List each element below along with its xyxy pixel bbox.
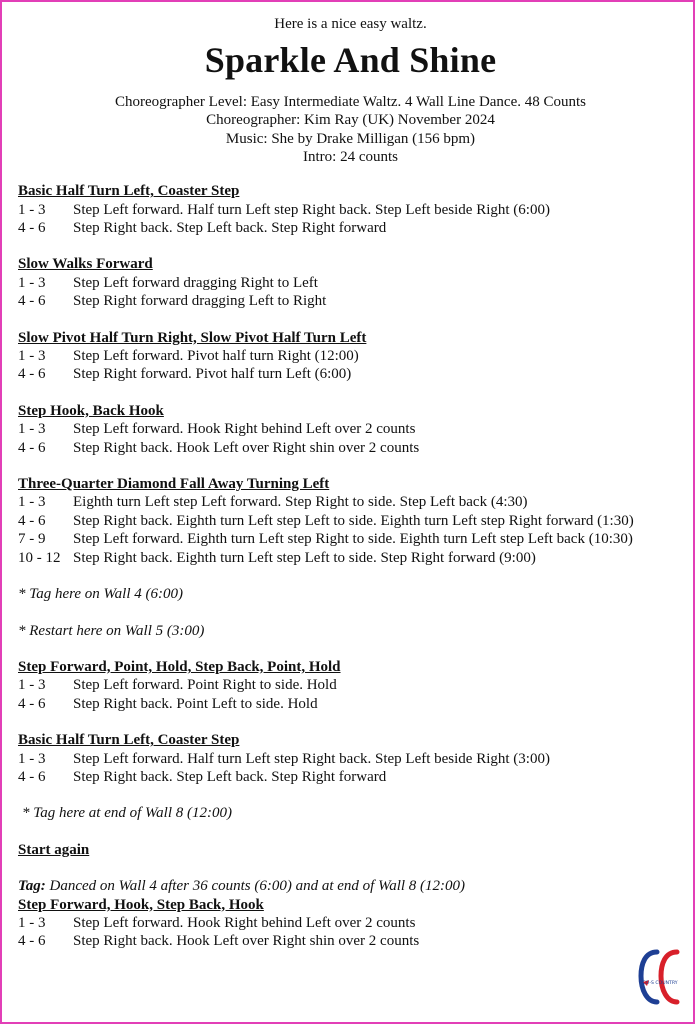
step-desc: Step Left forward. Pivot half turn Right (12:00): [73, 348, 359, 365]
section-point-hold: [18, 658, 683, 713]
tag-description: [18, 877, 683, 895]
step-desc: Step Right back. Step Left back. Step Right forward: [73, 220, 387, 236]
step-count: 4 - 6: [18, 933, 46, 950]
step-row: [18, 549, 683, 567]
step-desc: Step Right back. Step Left back. Step Right forward: [73, 768, 387, 785]
step-count: 4 - 6: [18, 439, 46, 456]
tag-end-note: * Tag here at end of Wall 8 (12:00): [22, 805, 232, 822]
section-title: Basic Half Turn Left, Coaster Step: [18, 183, 240, 200]
tag-label: Tag:: [18, 878, 46, 895]
music-line: Music: She by Drake Milligan (156 bpm): [225, 130, 476, 147]
section-title: Slow Pivot Half Turn Right, Slow Pivot Half Turn Left: [18, 329, 367, 346]
cc-country-logo-icon: [637, 946, 683, 1010]
step-desc: Step Right back. Point Left to side. Hold: [73, 695, 318, 712]
step-count: 1 - 3: [18, 677, 46, 694]
tag-section-title: Step Forward, Hook, Step Back, Hook: [18, 896, 264, 913]
step-count: 1 - 3: [18, 274, 46, 291]
step-desc: Step Left forward. Point Right to side. Hold: [73, 677, 337, 694]
step-row: [18, 347, 683, 365]
intro-count-line: Intro: 24 counts: [303, 148, 398, 165]
step-desc: Step Left forward. Half turn Left step Right back. Step Left beside Right (3:00): [73, 750, 550, 767]
step-row: [18, 420, 683, 438]
step-desc: Eighth turn Left step Left forward. Step Right to side. Step Left back (4:30): [73, 494, 528, 511]
step-count: 1 - 3: [18, 348, 46, 365]
step-row: [18, 292, 683, 310]
step-desc: Step Left forward dragging Right to Left: [73, 274, 318, 291]
step-count: 4 - 6: [18, 512, 46, 529]
step-count: 1 - 3: [18, 201, 46, 218]
step-desc: Step Right back. Hook Left over Right shin over 2 counts: [73, 439, 420, 456]
dance-info: [18, 93, 683, 166]
step-row: [18, 695, 683, 713]
step-count: 1 - 3: [18, 421, 46, 438]
step-row: [18, 439, 683, 457]
section-slow-walks: [18, 255, 683, 310]
step-row: [18, 365, 683, 383]
logo-text: CO-S COUNTRY: [642, 981, 678, 986]
tag-note: * Tag here on Wall 4 (6:00): [18, 586, 183, 603]
step-desc: Step Right forward dragging Left to Right: [73, 293, 327, 310]
step-sections: [18, 182, 683, 951]
step-desc: Step Right forward. Pivot half turn Left (6:00): [73, 366, 352, 383]
step-row: [18, 768, 683, 786]
step-count: 1 - 3: [18, 494, 46, 511]
step-row: [18, 932, 683, 950]
restart-note: * Restart here on Wall 5 (3:00): [18, 622, 205, 639]
step-count: 10 - 12: [18, 549, 61, 566]
section-diamond: [18, 475, 683, 567]
section-title: Basic Half Turn Left, Coaster Step: [18, 732, 240, 749]
step-count: 4 - 6: [18, 366, 46, 383]
level-line: Choreographer Level: Easy Intermediate Waltz. 4 Wall Line Dance. 48 Counts: [114, 94, 587, 110]
step-row: [18, 512, 683, 530]
step-desc: Step Right back. Hook Left over Right shin over 2 counts: [73, 933, 420, 950]
step-count: 4 - 6: [18, 695, 46, 712]
section-title: Three-Quarter Diamond Fall Away Turning Left: [18, 476, 330, 493]
step-row: [18, 201, 683, 219]
tag-text: Danced on Wall 4 after 36 counts (6:00) and at end of Wall 8 (12:00): [45, 878, 466, 895]
step-count: 4 - 6: [18, 293, 46, 310]
choreographer-line: Choreographer: Kim Ray (UK) November 2024: [206, 112, 495, 129]
step-row: [18, 274, 683, 292]
section-basic-half-turn-2: [18, 731, 683, 786]
step-desc: Step Left forward. Hook Right behind Left over 2 counts: [73, 421, 416, 438]
dance-title: Sparkle And Shine: [204, 40, 497, 80]
section-slow-pivots: [18, 329, 683, 384]
section-title: Slow Walks Forward: [18, 256, 153, 273]
step-count: 1 - 3: [18, 914, 46, 931]
step-count: 4 - 6: [18, 220, 46, 236]
step-row: [18, 530, 683, 548]
step-row: [18, 493, 683, 511]
section-step-hook: [18, 402, 683, 457]
step-desc: Step Left forward. Half turn Left step Right back. Step Left beside Right (6:00): [73, 201, 550, 218]
step-desc: Step Right back. Eighth turn Left step Left to side. Step Right forward (9:00): [73, 549, 536, 566]
step-row: [18, 914, 683, 932]
stepsheet: [18, 12, 683, 951]
intro-text: Here is a nice easy waltz.: [274, 16, 427, 32]
start-again-label: Start again: [18, 841, 90, 858]
section-title: Step Forward, Point, Hold, Step Back, Point, Hold: [18, 658, 341, 675]
step-row: [18, 750, 683, 768]
step-desc: Step Right back. Eighth turn Left step Left to side. Eighth turn Left step Right forward (1:30): [73, 512, 634, 529]
step-count: 4 - 6: [18, 768, 46, 785]
step-desc: Step Left forward. Hook Right behind Left over 2 counts: [73, 914, 416, 931]
section-title: Step Hook, Back Hook: [18, 402, 164, 419]
step-row: [18, 219, 683, 237]
step-desc: Step Left forward. Eighth turn Left step Right to side. Eighth turn Left step Left back (10:30): [73, 531, 633, 548]
step-count: 1 - 3: [18, 750, 46, 767]
step-count: 7 - 9: [18, 531, 46, 548]
step-row: [18, 676, 683, 694]
section-basic-half-turn: [18, 182, 683, 237]
